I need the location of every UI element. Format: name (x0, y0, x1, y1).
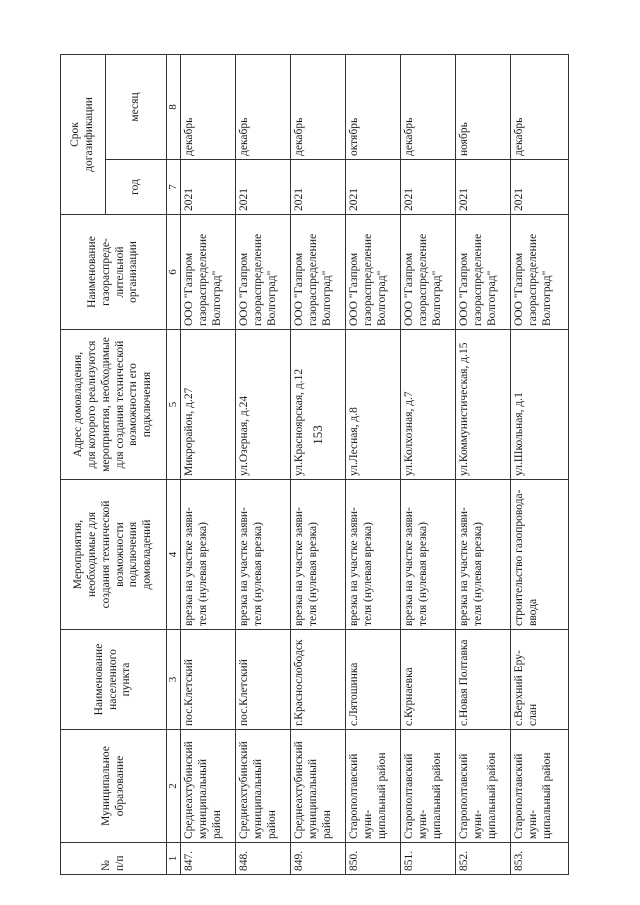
table-row (511, 55, 569, 875)
cell-month: октябрь (346, 55, 401, 160)
column-number: 4 (167, 480, 181, 630)
cell-address: ул.Красноярская, д.12 (291, 330, 346, 480)
header-month: месяц (106, 55, 167, 160)
cell-month: декабрь (291, 55, 346, 160)
cell-settlement: г.Краснослободск (291, 630, 346, 730)
cell-year: 2021 (291, 160, 346, 215)
cell-measures: строительство газопровода- ввода (511, 480, 569, 630)
column-number: 3 (167, 630, 181, 730)
header-org: Наименование газораспреде- лительной организации (61, 215, 167, 330)
cell-settlement: с.Новая Полтавка (456, 630, 511, 730)
cell-num: 853. (511, 843, 569, 875)
cell-org: ООО "Газпром газораспределение Волгоград" (456, 215, 511, 330)
cell-num: 847. (181, 843, 236, 875)
cell-municipality: Среднеахтубинский муниципальный район (236, 730, 291, 843)
cell-settlement: с.Лятошинка (346, 630, 401, 730)
cell-measures: врезка на участке заяви- теля (нулевая врезка) (181, 480, 236, 630)
cell-org: ООО "Газпром газораспределение Волгоград" (401, 215, 456, 330)
column-number: 6 (167, 215, 181, 330)
header-num: № п/п (61, 843, 167, 875)
cell-measures: врезка на участке заяви- теля (нулевая врезка) (401, 480, 456, 630)
cell-org: ООО "Газпром газораспределение Волгоград" (346, 215, 401, 330)
cell-address: ул.Лесная, д.8 (346, 330, 401, 480)
cell-num: 852. (456, 843, 511, 875)
header-settlement: Наименование населенного пункта (61, 630, 167, 730)
column-number: 7 (167, 160, 181, 215)
cell-year: 2021 (401, 160, 456, 215)
cell-year: 2021 (346, 160, 401, 215)
column-number-row (167, 55, 181, 875)
cell-month: декабрь (401, 55, 456, 160)
cell-org: ООО "Газпром газораспределение Волгоград" (236, 215, 291, 330)
cell-settlement: с.Верхний Еру- слан (511, 630, 569, 730)
cell-num: 850. (346, 843, 401, 875)
header-deadline: Срок догазификации (61, 55, 106, 215)
cell-num: 851. (401, 843, 456, 875)
cell-month: ноябрь (456, 55, 511, 160)
cell-measures: врезка на участке заяви- теля (нулевая врезка) (346, 480, 401, 630)
cell-address: ул.Коммунистическая, д.15 (456, 330, 511, 480)
cell-municipality: Старополтавский муни- ципальный район (456, 730, 511, 843)
cell-month: декабрь (236, 55, 291, 160)
cell-settlement: с.Курнаевка (401, 630, 456, 730)
page-number: 153 (310, 425, 325, 445)
column-number: 2 (167, 730, 181, 843)
header-row (61, 55, 106, 875)
cell-address: ул.Школьная, д.1 (511, 330, 569, 480)
cell-municipality: Среднеахтубинский муниципальный район (181, 730, 236, 843)
cell-settlement: пос.Клетский (236, 630, 291, 730)
header-year: год (106, 160, 167, 215)
header-address: Адрес домовладения, для которого реализуются мероприятия, необходимые для создания технической возможности его подключения (61, 330, 167, 480)
cell-month: декабрь (181, 55, 236, 160)
cell-measures: врезка на участке заяви- теля (нулевая врезка) (236, 480, 291, 630)
table-row (401, 55, 456, 875)
cell-org: ООО "Газпром газораспределение Волгоград" (291, 215, 346, 330)
column-number: 1 (167, 843, 181, 875)
header-measures: Мероприятия, необходимые для создания технической возможности подключения домовладений (61, 480, 167, 630)
cell-municipality: Среднеахтубинский муниципальный район (291, 730, 346, 843)
cell-municipality: Старополтавский муни- ципальный район (401, 730, 456, 843)
cell-address: ул.Колхозная, д.7 (401, 330, 456, 480)
cell-year: 2021 (456, 160, 511, 215)
cell-org: ООО "Газпром газораспределение Волгоград" (511, 215, 569, 330)
rotated-table-container (60, 55, 562, 875)
cell-year: 2021 (181, 160, 236, 215)
cell-measures: врезка на участке заяви- теля (нулевая врезка) (291, 480, 346, 630)
header-municipality: Муниципальное образование (61, 730, 167, 843)
cell-year: 2021 (236, 160, 291, 215)
cell-settlement: пос.Клетский (181, 630, 236, 730)
column-number: 8 (167, 55, 181, 160)
cell-org: ООО "Газпром газораспределение Волгоград" (181, 215, 236, 330)
cell-municipality: Старополтавский муни- ципальный район (346, 730, 401, 843)
cell-num: 849. (291, 843, 346, 875)
cell-month: декабрь (511, 55, 569, 160)
table-row (346, 55, 401, 875)
cell-address: ул.Озерная, д.24 (236, 330, 291, 480)
gasification-table (60, 54, 569, 875)
cell-year: 2021 (511, 160, 569, 215)
table-row (181, 55, 236, 875)
cell-address: Микрорайон, д.27 (181, 330, 236, 480)
column-number: 5 (167, 330, 181, 480)
cell-measures: врезка на участке заяви- теля (нулевая врезка) (456, 480, 511, 630)
table-row (456, 55, 511, 875)
cell-num: 848. (236, 843, 291, 875)
table-row (291, 55, 346, 875)
cell-municipality: Старополтавский муни- ципальный район (511, 730, 569, 843)
table-row (236, 55, 291, 875)
